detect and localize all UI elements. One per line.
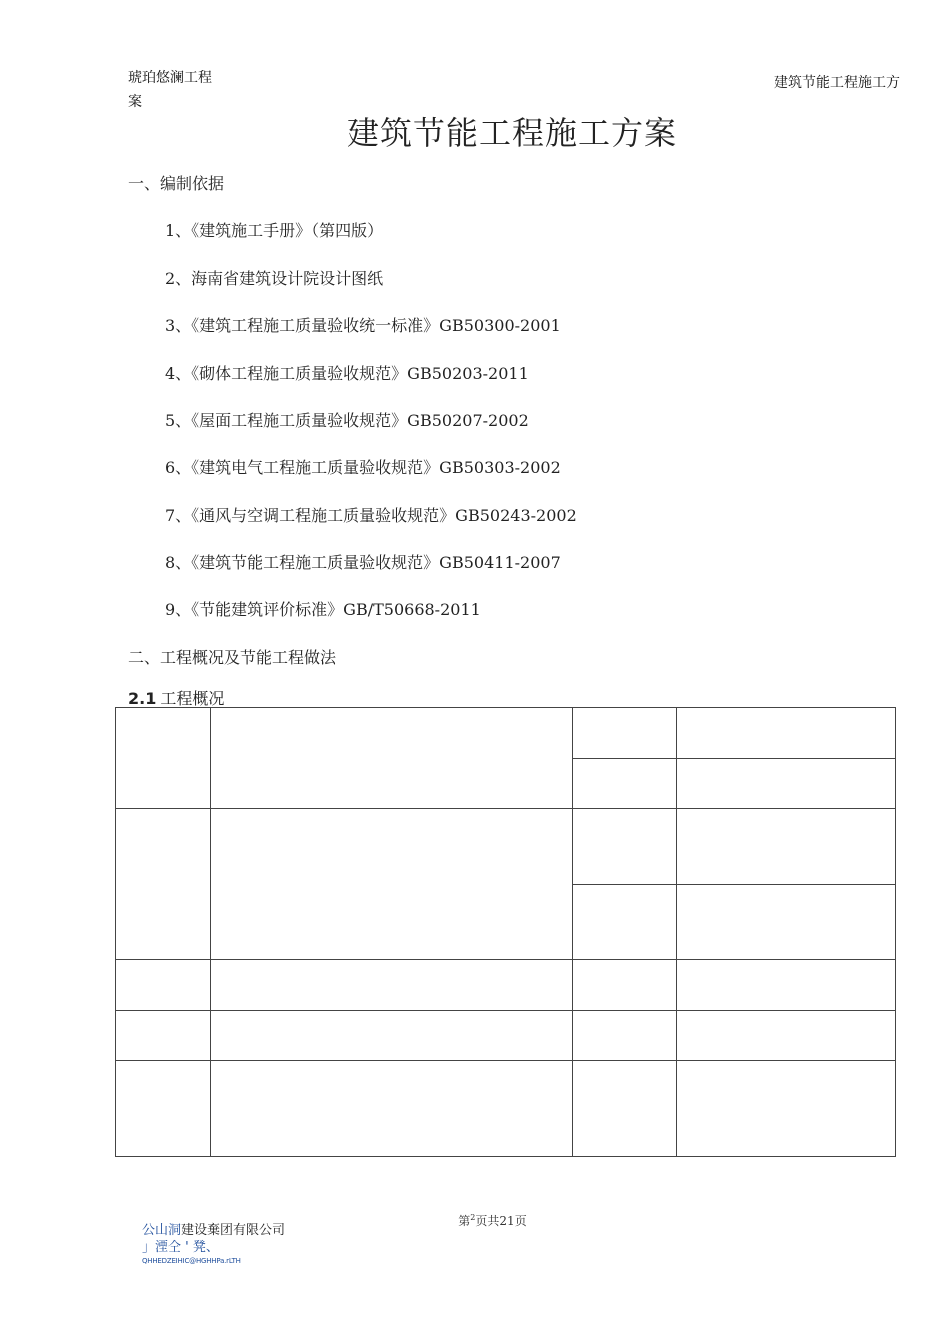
reference-item-4: 4、《砌体工程施工质量验收规范》GB50203-2011 [165,364,529,383]
header-left [128,66,238,114]
header-left-line1: 琥珀悠澜工程 [128,70,212,86]
logo-text-line3: QHHEDZEIHIC@HGHHPa.rLTH [142,1257,241,1265]
table-subrow-divider-2 [572,884,895,885]
reference-item-8: 8、《建筑节能工程施工质量验收规范》GB50411-2007 [165,553,561,572]
reference-item-1: 1、《建筑施工手册》（第四版） [165,221,384,240]
section2-heading: 二、工程概况及节能工程做法 [128,648,337,667]
subsection-label: 工程概况 [160,689,225,708]
table-row-divider-2 [116,959,895,960]
table-subrow-divider-1 [572,758,895,759]
page-current: 2 [470,1213,476,1222]
document-title: 建筑节能工程施工方案 [346,114,677,152]
header-left-line2: 案 [128,94,142,110]
subsection-number: 2.1 [128,689,157,708]
table-col-divider-3 [676,708,677,1156]
reference-item-5: 5、《屋面工程施工质量验收规范》GB50207-2002 [165,411,529,430]
table-row-divider-1 [116,808,895,809]
reference-item-7: 7、《通风与空调工程施工质量验收规范》GB50243-2002 [165,506,577,525]
reference-item-6: 6、《建筑电气工程施工质量验收规范》GB50303-2002 [165,458,561,477]
logo-text-b: 建设棄团有限公司 [181,1223,286,1238]
project-overview-table [115,707,896,1157]
reference-item-3: 3、《建筑工程施工质量验收统一标准》GB50300-2001 [165,316,561,335]
page-total: 21 [499,1214,515,1228]
company-logo [142,1222,285,1266]
section1-heading: 一、编制依据 [128,174,225,193]
header-right: 建筑节能工程施工方 [774,75,900,91]
table-col-divider-1 [210,708,211,1156]
subsection-heading [128,686,224,709]
page-number: 第$^2$页共21页 [458,1213,527,1228]
table-col-divider-2 [572,708,573,1156]
reference-item-2: 2、海南省建筑设计院设计图纸 [165,269,384,288]
logo-text-line2: 」湮仝 ' 凳、 [142,1240,219,1255]
reference-item-9: 9、《节能建筑评价标准》GB/T50668-2011 [165,600,481,619]
table-row-divider-3 [116,1010,895,1011]
table-row-divider-4 [116,1060,895,1061]
logo-text-a: 公山洞 [142,1223,182,1238]
